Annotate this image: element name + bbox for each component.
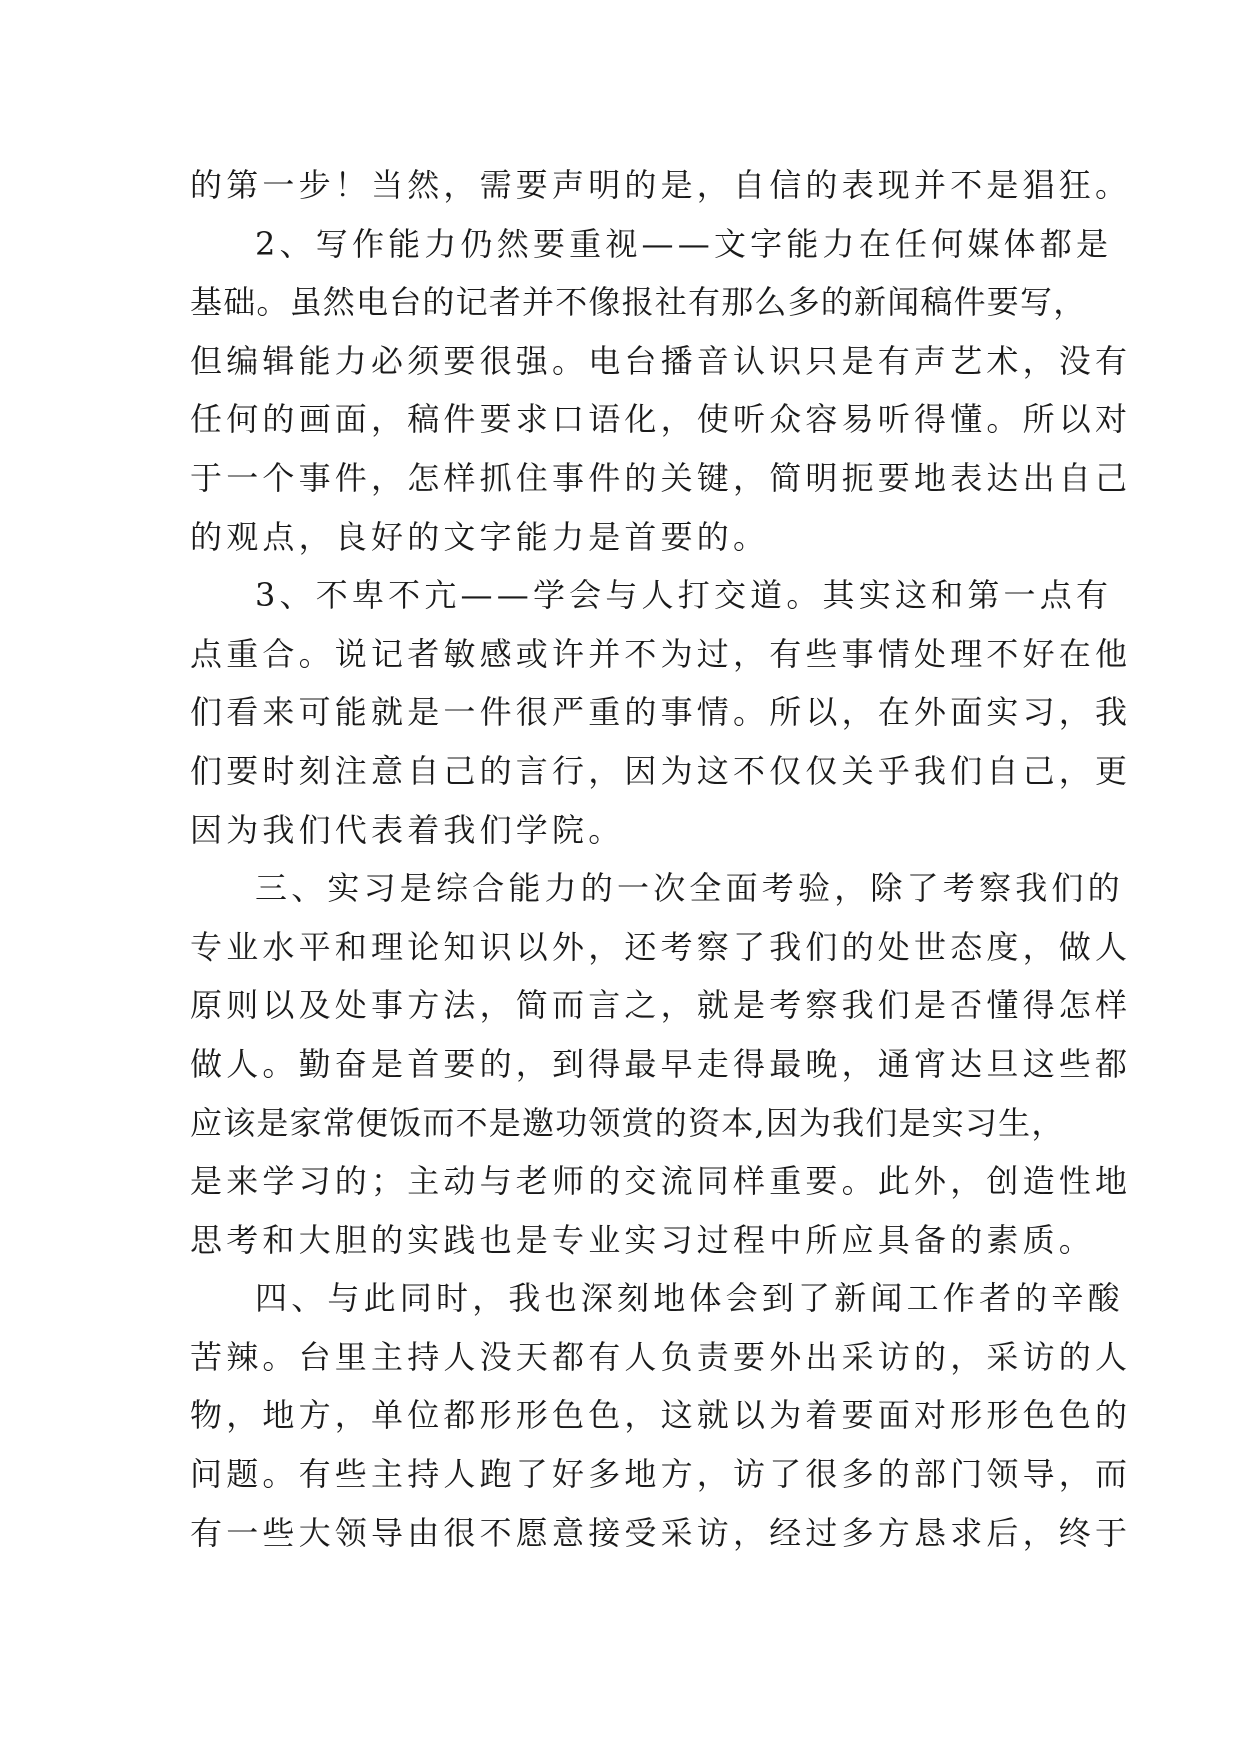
body-text [190, 156, 1132, 1562]
text-line: 2、写作能力仍然要重视——文字能力在任何媒体都是 [255, 224, 1113, 263]
text-line: 点重合。说记者敏感或许并不为过，有些事情处理不好在他 [190, 634, 1132, 673]
text-line: 问题。有些主持人跑了好多地方，访了很多的部门领导，而 [190, 1455, 1132, 1494]
text-line: 任何的画面，稿件要求口语化，使听众容易听得懂。所以对 [190, 400, 1132, 439]
text-line: 思考和大胆的实践也是专业实习过程中所应具备的素质。 [190, 1220, 1096, 1259]
text-line: 于一个事件，怎样抓住事件的关键，简明扼要地表达出自己 [190, 458, 1132, 497]
text-line: 做人。勤奋是首要的，到得最早走得最晚，通宵达旦这些都 [190, 1044, 1132, 1083]
text-line: 专业水平和理论知识以外，还考察了我们的处世态度，做人 [190, 927, 1132, 966]
text-line: 因为我们代表着我们学院。 [190, 810, 625, 849]
text-line: 应该是家常便饭而不是邀功领赏的资本,因为我们是实习生， [190, 1103, 1065, 1142]
text-line: 的观点，良好的文字能力是首要的。 [190, 517, 770, 556]
text-line: 但编辑能力必须要很强。电台播音认识只是有声艺术，没有 [190, 341, 1132, 380]
text-line: 物，地方，单位都形形色色，这就以为着要面对形形色色的 [190, 1396, 1132, 1435]
text-line: 苦辣。台里主持人没天都有人负责要外出采访的，采访的人 [190, 1337, 1132, 1376]
text-line: 有一些大领导由很不愿意接受采访，经过多方恳求后，终于 [190, 1513, 1132, 1552]
text-line: 原则以及处事方法，简而言之，就是考察我们是否懂得怎样 [190, 986, 1132, 1025]
text-line: 3、不卑不亢——学会与人打交道。其实这和第一点有 [255, 576, 1113, 615]
text-line: 们要时刻注意自己的言行，因为这不仅仅关乎我们自己，更 [190, 751, 1132, 790]
text-line: 四、与此同时，我也深刻地体会到了新闻工作者的辛酸 [255, 1279, 1124, 1318]
text-line: 是来学习的；主动与老师的交流同样重要。此外，创造性地 [190, 1162, 1132, 1201]
text-line: 的第一步！当然，需要声明的是，自信的表现并不是猖狂。 [190, 166, 1132, 204]
text-line: 们看来可能就是一件很严重的事情。所以，在外面实习，我 [190, 693, 1132, 732]
text-line: 基础。虽然电台的记者并不像报社有那么多的新闻稿件要写， [190, 283, 1087, 322]
text-line: 三、实习是综合能力的一次全面考验，除了考察我们的 [255, 869, 1124, 908]
